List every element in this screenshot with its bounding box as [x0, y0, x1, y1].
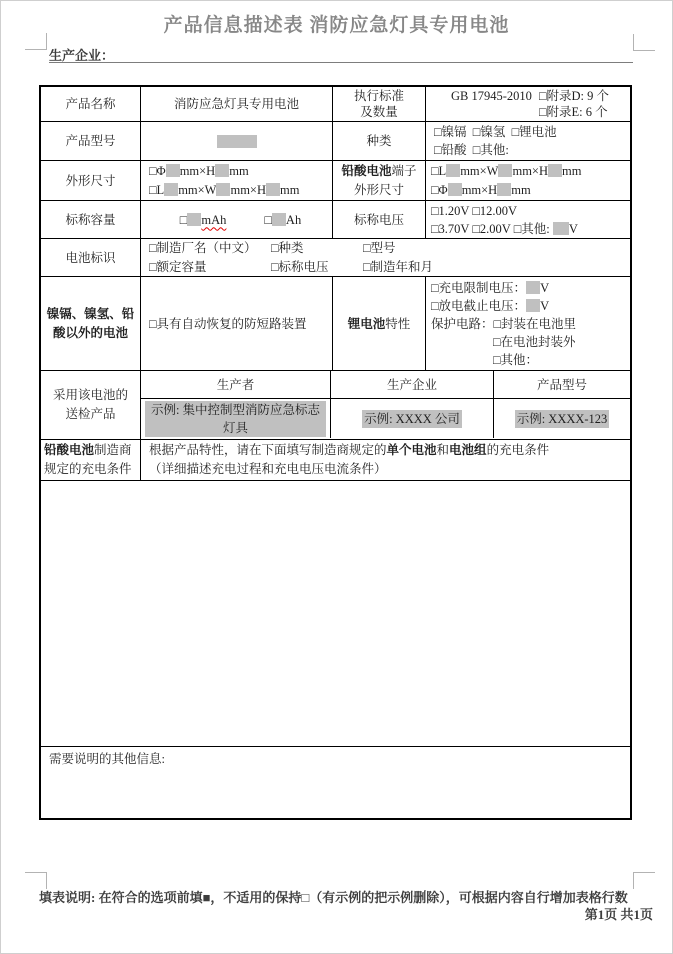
cell-text: 酸以外的电池 — [52, 325, 128, 340]
cell-text: 执行标准 — [353, 89, 404, 103]
manufacturer-field[interactable] — [49, 45, 633, 63]
cell-text: 采用该电池的 — [52, 388, 128, 402]
cell-text: □充电限制电压： — [431, 280, 527, 295]
dimensions-label — [41, 161, 141, 200]
redacted-value[interactable] — [187, 213, 201, 226]
standard-qty-value — [426, 87, 630, 121]
cell-text: □L — [431, 163, 447, 178]
marking-option[interactable]: □种类 — [271, 240, 304, 255]
manufacturer-example-cell — [331, 399, 494, 438]
cell-text: 锂电池特性 — [347, 316, 411, 331]
cell-text: 电池标识 — [65, 250, 116, 265]
instruction-line1: 根据产品特性，请在下面填写制造商规定的单个电池和电池组的充电条件 — [149, 443, 550, 457]
redacted-value[interactable] — [215, 164, 229, 177]
redacted-value[interactable] — [272, 213, 286, 226]
dimensions-value — [141, 161, 333, 200]
discharge-cutoff-voltage-checkbox[interactable] — [431, 297, 630, 315]
product-info-table — [39, 85, 632, 820]
redacted-value[interactable] — [526, 299, 540, 312]
short-circuit-option[interactable] — [141, 277, 333, 370]
capacity-value — [141, 201, 333, 238]
cell-text: 外形尺寸 — [65, 173, 116, 188]
table-row — [41, 239, 630, 277]
redacted-value[interactable] — [166, 164, 180, 177]
cell-text: □Φ — [431, 182, 448, 197]
cell-text: 标称电压 — [353, 212, 404, 227]
terminal-line-rect[interactable] — [431, 162, 630, 181]
type-label — [333, 122, 426, 160]
cell-text: mm×W — [178, 182, 217, 197]
voltage-line2[interactable] — [431, 220, 630, 238]
product-name-value[interactable] — [141, 87, 333, 121]
marking-option[interactable]: □额定容量 — [149, 259, 207, 274]
cell-text: V — [540, 280, 550, 295]
text-boundary-corner-icon — [25, 872, 47, 889]
table-row — [41, 440, 630, 481]
fill-instructions: 填表说明: 在符合的选项前填■，不适用的保持□（有示例的把示例删除），可根据内容自行增加表格行数 — [39, 890, 628, 905]
cell-text: 产品型号 — [536, 377, 587, 392]
text-boundary-corner-icon — [633, 34, 655, 51]
cell-text: 及数量 — [360, 105, 398, 119]
cell-text: □Φ — [149, 163, 166, 178]
redacted-value[interactable] — [217, 135, 257, 148]
product-name-label — [41, 87, 141, 121]
standard-qty-label — [333, 87, 426, 121]
protection-circuit-inside-checkbox[interactable]: 保护电路：□封装在电池里 — [431, 316, 577, 331]
cell-text: 种类 — [366, 134, 392, 148]
marking-option[interactable]: □型号 — [363, 240, 396, 255]
cell-text: □具有自动恢复的防短路装置 — [149, 316, 307, 331]
lithium-feature-options — [426, 277, 630, 370]
type-options-line1[interactable]: □镍镉 □镍氢 □锂电池 — [434, 125, 557, 139]
cell-text: mm — [229, 163, 249, 178]
appendix-options — [539, 88, 609, 120]
type-options-line2[interactable]: □铅酸 □其他: — [434, 143, 509, 157]
producer-example-cell — [141, 399, 331, 438]
voltage-label — [333, 201, 426, 238]
page-number: 第1页 共1页 — [584, 906, 653, 922]
dimension-line-round[interactable] — [149, 162, 332, 181]
cell-text: 规定的充电条件 — [44, 462, 132, 476]
cell-text: □L — [149, 182, 165, 197]
footer — [39, 890, 653, 923]
table-row — [41, 161, 630, 201]
marking-option[interactable]: □制造厂名（中文） — [149, 240, 257, 255]
capacity-mah-checkbox[interactable] — [180, 211, 227, 229]
subtable-header-row — [141, 371, 630, 399]
redacted-value[interactable] — [498, 164, 512, 177]
instruction-line2: （详细描述充电过程和充电电压电流条件） — [149, 462, 387, 476]
cell-text: 生产企业 — [386, 377, 437, 392]
capacity-ah-checkbox[interactable] — [264, 211, 301, 229]
appendix-d-checkbox[interactable]: □附录D: 9 个 — [538, 89, 610, 103]
submitted-product-subtable — [141, 371, 630, 439]
appendix-e-checkbox[interactable]: □附录E: 6 个 — [538, 105, 608, 119]
checkbox-icon: □ — [264, 212, 272, 227]
cell-text: 铅酸电池端子 — [341, 163, 417, 178]
cell-text: mm×H — [461, 182, 498, 197]
cell-text: □放电截止电压： — [431, 298, 527, 313]
cell-text: mm×H — [230, 182, 267, 197]
other-info-area[interactable] — [41, 747, 630, 818]
manufacturer-header — [331, 371, 494, 399]
redacted-value[interactable] — [448, 183, 462, 196]
cell-text: mm×W — [460, 163, 499, 178]
marking-label — [41, 239, 141, 276]
manufacturer-label: 生产企业： — [49, 48, 115, 63]
redacted-value[interactable] — [266, 183, 280, 196]
model-label — [41, 122, 141, 160]
text-boundary-corner-icon — [25, 33, 47, 50]
model-header — [494, 371, 630, 399]
redacted-value[interactable] — [446, 164, 460, 177]
non-lead-battery-label — [41, 277, 141, 370]
table-row — [41, 87, 630, 122]
cell-text: mm — [562, 163, 582, 178]
cell-text: mm — [511, 182, 531, 197]
cell-text: mm×H — [512, 163, 549, 178]
charge-limit-voltage-checkbox[interactable] — [431, 279, 630, 297]
marking-options — [141, 239, 630, 276]
cell-text: 送检产品 — [65, 407, 116, 421]
page-title: 产品信息描述表 消防应急灯具专用电池 — [163, 15, 510, 36]
standard-code: GB 17945-2010 — [450, 89, 532, 103]
producer-example[interactable]: 示例: 集中控制型消防应急标志灯具 — [145, 401, 326, 437]
dimension-line-rect[interactable] — [149, 181, 332, 200]
cell-text: 消防应急灯具专用电池 — [173, 97, 299, 111]
redacted-value[interactable] — [526, 281, 540, 294]
type-options — [426, 122, 630, 160]
cell-text: 铅酸电池制造商 — [44, 443, 132, 457]
voltage-line1[interactable]: □1.20V □12.00V — [431, 203, 518, 218]
cell-text: Ah — [285, 212, 302, 227]
cell-text: mm — [280, 182, 300, 197]
terminal-line-round[interactable] — [431, 181, 630, 200]
voltage-options — [426, 201, 630, 238]
redacted-value[interactable] — [164, 183, 178, 196]
model-value[interactable] — [141, 122, 333, 160]
cell-text: 产品名称 — [65, 97, 116, 111]
cell-text: 标称容量 — [65, 212, 116, 227]
cell-text: 产品型号 — [65, 134, 116, 148]
checkbox-icon: □ — [179, 212, 188, 227]
charging-conditions-blank-area[interactable] — [41, 481, 630, 746]
capacity-label — [41, 201, 141, 238]
cell-text: 外形尺寸 — [353, 182, 404, 197]
manufacturer-example[interactable]: 示例: XXXX 公司 — [364, 411, 460, 426]
marking-option[interactable]: □标称电压 — [271, 259, 329, 274]
model-example[interactable]: 示例: XXXX-123 — [516, 411, 608, 426]
cell-text: mAh — [201, 212, 227, 227]
marking-option[interactable]: □制造年和月 — [363, 259, 434, 274]
charging-conditions-instructions — [141, 440, 630, 480]
cell-text: □3.70V □2.00V □其他: — [431, 221, 550, 236]
table-row — [41, 277, 630, 371]
redacted-value[interactable] — [553, 222, 569, 235]
charging-conditions-label — [41, 440, 141, 480]
other-info-label: 需要说明的其他信息: — [49, 752, 165, 766]
cell-text: 镍镉、镍氢、铅 — [46, 306, 135, 321]
protection-circuit-other-checkbox[interactable]: □其他： — [493, 352, 539, 367]
redacted-value[interactable] — [216, 183, 230, 196]
submitted-product-label — [41, 371, 141, 439]
text-boundary-corner-icon — [633, 872, 655, 889]
redacted-value[interactable] — [497, 183, 511, 196]
table-row — [41, 747, 630, 818]
table-row — [41, 122, 630, 161]
table-row — [41, 371, 630, 440]
lithium-feature-label — [333, 277, 426, 370]
table-row — [41, 481, 630, 747]
producer-header — [141, 371, 331, 399]
terminal-dimensions-value — [426, 161, 630, 200]
subtable-example-row — [141, 399, 630, 438]
cell-text: V — [568, 221, 578, 236]
protection-circuit-outside-checkbox[interactable]: □在电池封装外 — [493, 334, 576, 349]
lead-acid-terminal-label — [333, 161, 426, 200]
table-row — [41, 201, 630, 239]
cell-text: 生产者 — [216, 377, 255, 392]
cell-text: V — [540, 298, 550, 313]
redacted-value[interactable] — [548, 164, 562, 177]
model-example-cell — [494, 399, 630, 438]
cell-text: mm×H — [179, 163, 216, 178]
